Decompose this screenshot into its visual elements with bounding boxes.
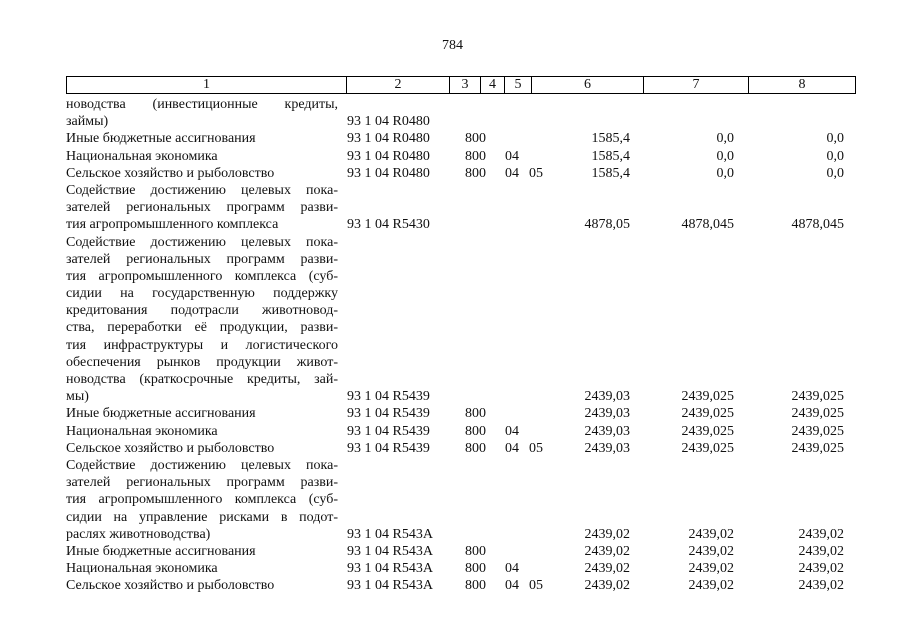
subsection-code: 05 bbox=[529, 165, 543, 181]
table-row bbox=[66, 457, 856, 543]
row-description bbox=[66, 560, 338, 577]
table-row bbox=[66, 130, 856, 147]
page-number: 784 bbox=[442, 38, 463, 53]
amount-column-6: 2439,03 bbox=[584, 440, 630, 456]
target-article-code: 93 1 04 R5439 bbox=[347, 423, 430, 439]
row-description bbox=[66, 165, 338, 182]
amount-column-6: 1585,4 bbox=[591, 165, 630, 181]
description-line: Иные бюджетные ассигнования bbox=[66, 131, 256, 147]
amount-column-8: 0,0 bbox=[826, 148, 844, 164]
target-article-code: 93 1 04 R0480 bbox=[347, 165, 430, 181]
budget-table-body bbox=[66, 96, 856, 594]
amount-column-8: 2439,025 bbox=[791, 406, 844, 422]
expense-type-code: 800 bbox=[465, 423, 486, 439]
amount-column-6: 1585,4 bbox=[591, 148, 630, 164]
amount-column-7: 2439,02 bbox=[688, 543, 734, 559]
amount-column-6: 2439,03 bbox=[584, 406, 630, 422]
description-line: зателей региональных программ разви- bbox=[66, 251, 338, 267]
description-line: мы) bbox=[66, 389, 89, 405]
section-code: 04 bbox=[505, 440, 519, 456]
row-description bbox=[66, 405, 338, 422]
row-description bbox=[66, 96, 338, 130]
target-article-code: 93 1 04 R0480 bbox=[347, 114, 430, 130]
table-row bbox=[66, 182, 856, 234]
section-code: 04 bbox=[505, 165, 519, 181]
column-header-2: 2 bbox=[347, 77, 450, 94]
amount-column-7: 2439,025 bbox=[681, 406, 734, 422]
description-line: Содействие достижению целевых пока- bbox=[66, 234, 338, 250]
section-code: 04 bbox=[505, 423, 519, 439]
amount-column-7: 0,0 bbox=[716, 131, 734, 147]
description-line: Содействие достижению целевых пока- bbox=[66, 182, 338, 198]
description-line: раслях животноводства) bbox=[66, 526, 211, 542]
amount-column-8: 0,0 bbox=[826, 131, 844, 147]
description-line: тия агропромышленного комплекса (суб- bbox=[66, 268, 338, 284]
amount-column-8: 2439,02 bbox=[798, 543, 844, 559]
target-article-code: 93 1 04 R0480 bbox=[347, 148, 430, 164]
table-row bbox=[66, 165, 856, 182]
amount-column-8: 2439,025 bbox=[791, 389, 844, 405]
subsection-code: 05 bbox=[529, 578, 543, 594]
table-row bbox=[66, 423, 856, 440]
description-line: кредитования подотрасли животновод- bbox=[66, 303, 338, 319]
target-article-code: 93 1 04 R5439 bbox=[347, 440, 430, 456]
row-description bbox=[66, 457, 338, 543]
description-line: Сельское хозяйство и рыболовство bbox=[66, 165, 275, 181]
description-line: тия агропромышленного комплекса bbox=[66, 217, 279, 233]
description-line: Национальная экономика bbox=[66, 561, 218, 577]
amount-column-7: 0,0 bbox=[716, 165, 734, 181]
amount-column-7: 2439,02 bbox=[688, 578, 734, 594]
table-row bbox=[66, 543, 856, 560]
amount-column-8: 2439,02 bbox=[798, 526, 844, 542]
amount-column-7: 2439,02 bbox=[688, 526, 734, 542]
amount-column-6: 4878,05 bbox=[584, 217, 630, 233]
description-line: зателей региональных программ разви- bbox=[66, 475, 338, 491]
section-code: 04 bbox=[505, 148, 519, 164]
amount-column-7: 2439,02 bbox=[688, 561, 734, 577]
target-article-code: 93 1 04 R543A bbox=[347, 543, 433, 559]
description-line: Иные бюджетные ассигнования bbox=[66, 406, 256, 422]
target-article-code: 93 1 04 R543A bbox=[347, 526, 433, 542]
amount-column-7: 4878,045 bbox=[681, 217, 734, 233]
description-line: новодства (краткосрочные кредиты, зай- bbox=[66, 372, 338, 387]
amount-column-7: 2439,025 bbox=[681, 389, 734, 405]
description-line: займы) bbox=[66, 114, 109, 130]
table-row bbox=[66, 577, 856, 594]
target-article-code: 93 1 04 R543A bbox=[347, 561, 433, 577]
column-header-1: 1 bbox=[67, 77, 347, 94]
expense-type-code: 800 bbox=[465, 543, 486, 559]
row-description bbox=[66, 423, 338, 440]
amount-column-6: 2439,03 bbox=[584, 389, 630, 405]
row-description bbox=[66, 234, 338, 406]
column-header-table bbox=[66, 76, 856, 94]
description-line: обеспечения рынков продукции живот- bbox=[66, 354, 338, 370]
table-row bbox=[66, 96, 856, 130]
row-description bbox=[66, 182, 338, 234]
description-line: Национальная экономика bbox=[66, 423, 218, 439]
amount-column-7: 2439,025 bbox=[681, 440, 734, 456]
column-header-5: 5 bbox=[505, 77, 532, 94]
amount-column-6: 2439,03 bbox=[584, 423, 630, 439]
description-line: Сельское хозяйство и рыболовство bbox=[66, 440, 275, 456]
amount-column-6: 2439,02 bbox=[584, 578, 630, 594]
amount-column-8: 2439,02 bbox=[798, 578, 844, 594]
description-line: новодства (инвестиционные кредиты, bbox=[66, 97, 338, 112]
expense-type-code: 800 bbox=[465, 561, 486, 577]
description-line: зателей региональных программ разви- bbox=[66, 200, 338, 216]
row-description bbox=[66, 577, 338, 594]
amount-column-8: 2439,025 bbox=[791, 440, 844, 456]
amount-column-8: 0,0 bbox=[826, 165, 844, 181]
row-description bbox=[66, 130, 338, 147]
amount-column-6: 2439,02 bbox=[584, 526, 630, 542]
target-article-code: 93 1 04 R543A bbox=[347, 578, 433, 594]
row-description bbox=[66, 543, 338, 560]
description-line: ства, переработки её продукции, разви- bbox=[66, 320, 338, 336]
expense-type-code: 800 bbox=[465, 406, 486, 422]
subsection-code: 05 bbox=[529, 440, 543, 456]
amount-column-7: 0,0 bbox=[716, 148, 734, 164]
description-line: сидии на управление рисками в подот- bbox=[66, 509, 338, 525]
row-description bbox=[66, 148, 338, 165]
description-line: Иные бюджетные ассигнования bbox=[66, 543, 256, 559]
amount-column-6: 2439,02 bbox=[584, 543, 630, 559]
description-line: тия агропромышленного комплекса (суб- bbox=[66, 492, 338, 508]
description-line: Национальная экономика bbox=[66, 148, 218, 164]
description-line: Сельское хозяйство и рыболовство bbox=[66, 578, 275, 594]
expense-type-code: 800 bbox=[465, 165, 486, 181]
description-line: тия инфраструктуры и логистического bbox=[66, 337, 338, 353]
column-header-8: 8 bbox=[749, 77, 856, 94]
column-header-7: 7 bbox=[644, 77, 749, 94]
amount-column-6: 1585,4 bbox=[591, 131, 630, 147]
section-code: 04 bbox=[505, 578, 519, 594]
expense-type-code: 800 bbox=[465, 440, 486, 456]
target-article-code: 93 1 04 R5439 bbox=[347, 406, 430, 422]
amount-column-8: 2439,02 bbox=[798, 561, 844, 577]
column-header-4: 4 bbox=[481, 77, 505, 94]
amount-column-6: 2439,02 bbox=[584, 561, 630, 577]
column-header-3: 3 bbox=[450, 77, 481, 94]
table-row bbox=[66, 234, 856, 406]
description-line: Содействие достижению целевых пока- bbox=[66, 457, 338, 473]
expense-type-code: 800 bbox=[465, 131, 486, 147]
row-description bbox=[66, 440, 338, 457]
target-article-code: 93 1 04 R5439 bbox=[347, 389, 430, 405]
column-header-6: 6 bbox=[532, 77, 644, 94]
table-row bbox=[66, 560, 856, 577]
amount-column-8: 2439,025 bbox=[791, 423, 844, 439]
target-article-code: 93 1 04 R5430 bbox=[347, 217, 430, 233]
expense-type-code: 800 bbox=[465, 578, 486, 594]
amount-column-8: 4878,045 bbox=[791, 217, 844, 233]
table-row bbox=[66, 440, 856, 457]
expense-type-code: 800 bbox=[465, 148, 486, 164]
table-row bbox=[66, 405, 856, 422]
table-row bbox=[66, 148, 856, 165]
section-code: 04 bbox=[505, 561, 519, 577]
description-line: сидии на государственную поддержку bbox=[66, 286, 338, 302]
target-article-code: 93 1 04 R0480 bbox=[347, 131, 430, 147]
amount-column-7: 2439,025 bbox=[681, 423, 734, 439]
